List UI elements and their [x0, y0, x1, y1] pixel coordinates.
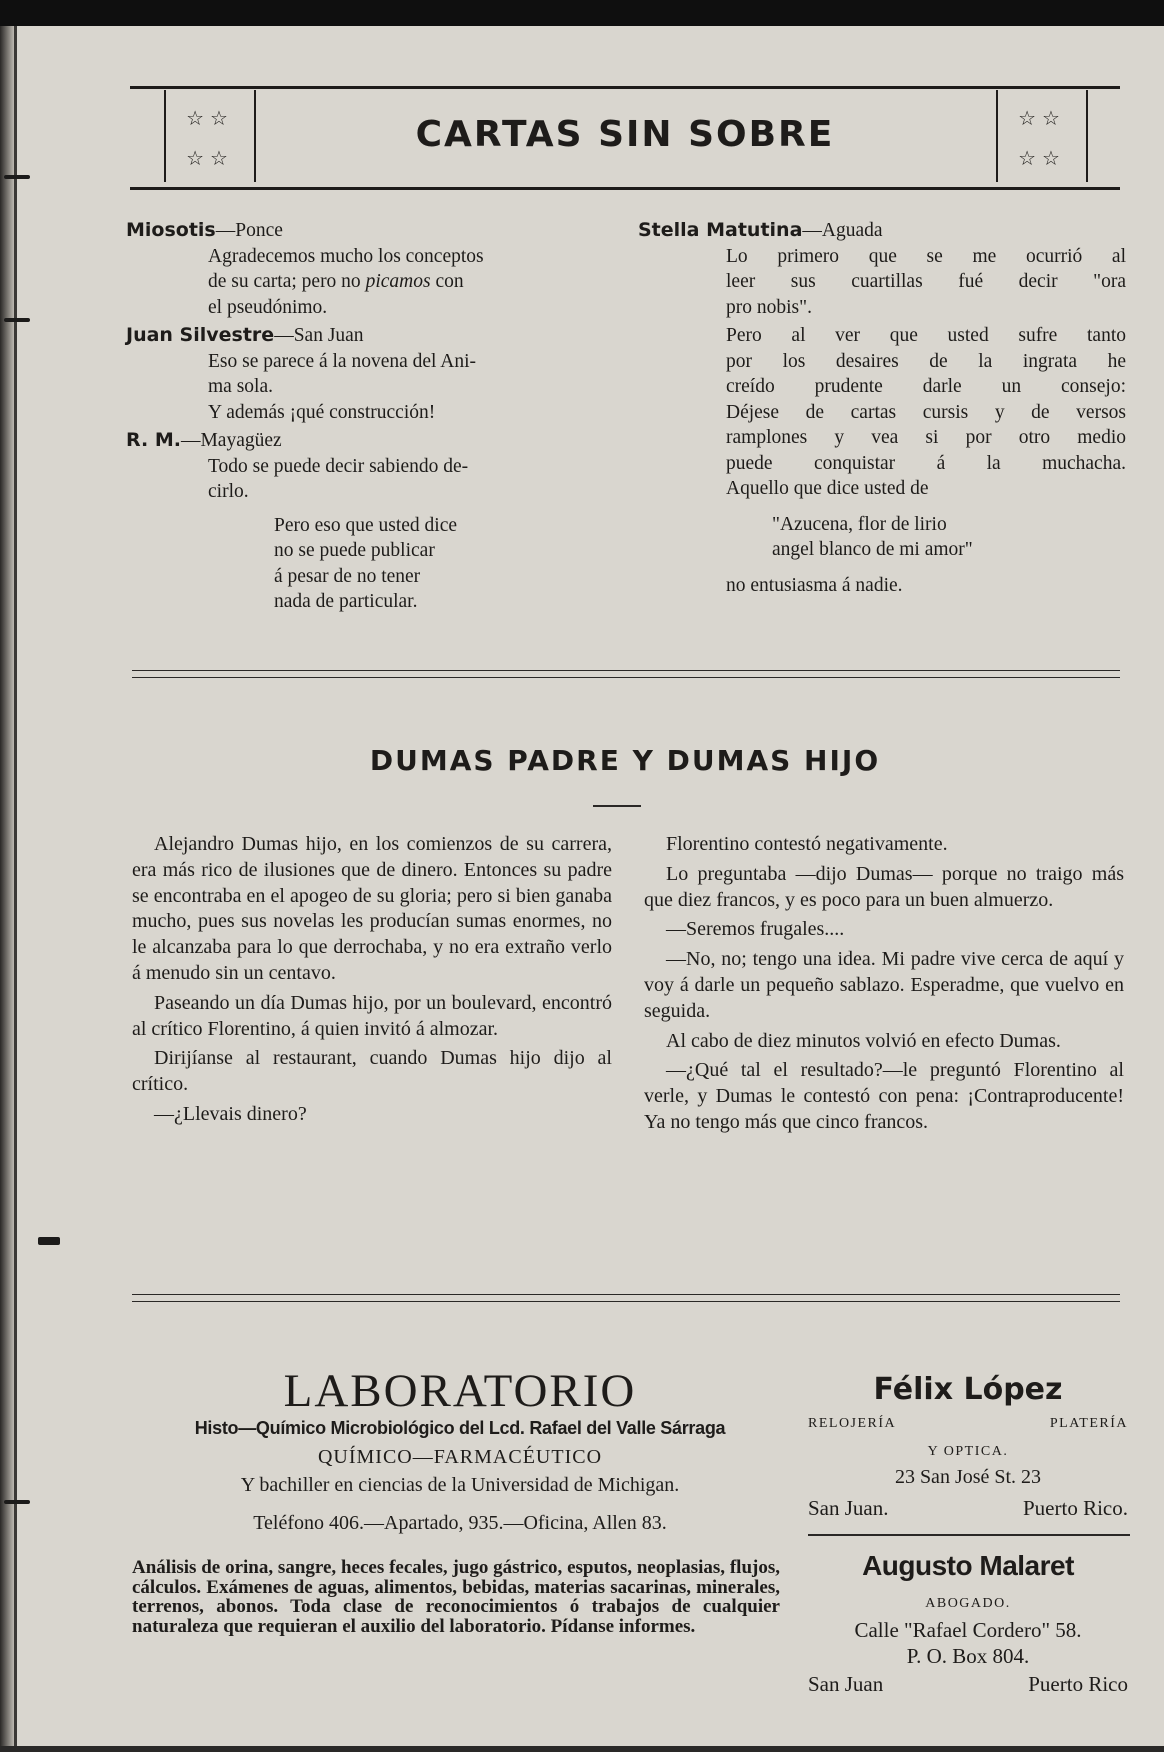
star-icon-row: ☆☆	[1018, 106, 1066, 130]
letter-text: Eso se parece á la novena del Ani-	[208, 350, 477, 372]
felix-ad-country: Puerto Rico.	[1023, 1496, 1128, 1520]
letter-name: R. M.	[126, 429, 181, 451]
header-bottom-rule	[130, 187, 1120, 190]
lab-ad-profession: QUÍMICO—FARMACÉUTICO	[317, 1446, 603, 1468]
letter-place: —Aguada	[802, 220, 883, 241]
scan-bottom-border	[0, 1746, 1164, 1752]
binding-mark	[4, 318, 30, 322]
section-header	[130, 86, 1120, 190]
letter-heading	[126, 428, 616, 454]
double-rule-divider	[132, 1294, 1120, 1302]
augusto-ad-city: San Juan	[808, 1672, 884, 1696]
felix-ad-optica: Y OPTICA.	[927, 1444, 1009, 1459]
letter-text: Pero al ver que usted sufre tanto	[726, 325, 1126, 346]
story-paragraph: Florentino contestó negativamente.	[666, 833, 948, 855]
page-spine-line	[14, 26, 17, 1752]
letter-text: Y además ¡qué construcción!	[208, 401, 436, 423]
felix-ad-name: Félix López	[873, 1372, 1063, 1407]
letter-name: Stella Matutina	[638, 219, 803, 241]
star-icon-row: ☆☆	[186, 146, 234, 170]
augusto-ad-title: ABOGADO.	[925, 1596, 1011, 1611]
story-paragraph: —¿Llevais dinero?	[154, 1102, 307, 1125]
letter-text: creído prudente darle un consejo:	[726, 376, 1126, 397]
letter-place: —San Juan	[274, 325, 364, 346]
letter-text-part: con	[430, 271, 464, 292]
section-title: CARTAS SIN SOBRE	[415, 114, 835, 155]
story-paragraph: —No, no; tengo una idea. Mi padre vive cerca de aquí y voy á darle un pequeño sablazo. Esperadme, que vuelvo en seguida.	[644, 948, 1124, 1022]
letter-text-part: de su carta; pero no	[208, 271, 366, 292]
letter-place: —Mayagüez	[180, 430, 282, 451]
letter-place: —Ponce	[215, 220, 283, 241]
letter-text: leer sus cuartillas fué decir "ora	[726, 271, 1126, 292]
binding-mark	[4, 1500, 30, 1504]
title-dash	[593, 805, 641, 807]
story-paragraph: Al cabo de diez minutos volvió en efecto Dumas.	[666, 1029, 1061, 1052]
story-paragraph: Dirijíanse al restaurant, cuando Dumas hijo dijo al crítico.	[132, 1047, 612, 1096]
right-star-box	[996, 90, 1088, 182]
letter-text-italic: picamos	[365, 271, 431, 292]
letter-heading	[638, 218, 1126, 244]
page-binding-edge	[0, 26, 14, 1752]
letter-text: Todo se puede decir sabiendo de-	[208, 455, 469, 477]
verse-line: nada de particular.	[274, 591, 418, 612]
lab-ad-services: Análisis de orina, sangre, heces fecales, jugo gástrico, esputos, neoplasias, flujos, cálculos. Exámenes de aguas, alimentos, bebidas, materias sacarinas, minerales, terrenos, abonos. Toda clase de reconocimientos ó trabajos de cualquier naturaleza que requieran el auxilio del laboratorio. Pídanse informes.	[132, 1557, 780, 1637]
letter-text: ma sola.	[208, 376, 273, 397]
felix-ad-city: San Juan.	[808, 1496, 889, 1520]
story-right-column	[644, 832, 1124, 1140]
letter-text: Lo primero que se me ocurrió al	[726, 245, 1126, 267]
ink-blot	[38, 1237, 60, 1245]
letter-text: pro nobis".	[726, 296, 812, 318]
letter-text: no entusiasma á nadie.	[726, 574, 903, 596]
letter-text: cirlo.	[208, 481, 249, 502]
story-paragraph: —Seremos frugales....	[666, 918, 845, 941]
story-paragraph: Alejandro Dumas hijo, en los comienzos de su carrera, era más rico de ilusiones que de dinero. Entonces su padre se encontraba en el apogeo de su gloria; pero si bien ganaba mucho, pues sus novelas les producían sumas enormes, no le alcanzaba para lo que derrochaba, y no era extraño verlo á menudo sin un centavo.	[132, 833, 612, 984]
lab-ad-subtitle: Histo—Químico Microbiológico del Lcd. Rafael del Valle Sárraga	[194, 1418, 726, 1438]
letter-text: puede conquistar á la muchacha.	[726, 452, 1126, 474]
letter-text: ramplones y vea si por otro medio	[726, 427, 1126, 448]
verse-line: Pero eso que usted dice	[274, 514, 458, 536]
augusto-ad-country: Puerto Rico	[1028, 1672, 1128, 1696]
star-icon-row: ☆☆	[186, 106, 234, 130]
story-paragraph: Lo preguntaba —dijo Dumas— porque no traigo más que diez francos, y es poco para un buen almuerzo.	[644, 862, 1124, 911]
verse-line: á pesar de no tener	[274, 565, 421, 587]
augusto-ad-box: P. O. Box 804.	[906, 1644, 1030, 1668]
augusto-ad-street: Calle "Rafael Cordero" 58.	[854, 1618, 1082, 1642]
augusto-ad-location	[808, 1672, 1128, 1697]
felix-ad-trade: RELOJERÍA	[808, 1416, 897, 1431]
letter-text: por los desaires de la ingrata he	[726, 350, 1126, 372]
binding-mark	[4, 175, 30, 179]
letter-name: Miosotis	[126, 219, 216, 241]
lab-ad-contact: Teléfono 406.—Apartado, 935.—Oficina, Allen 83.	[253, 1512, 667, 1534]
star-icon-row: ☆☆	[1018, 146, 1066, 170]
lab-ad-title: LABORATORIO	[283, 1365, 637, 1417]
left-star-box	[164, 90, 256, 182]
lab-ad-credentials: Y bachiller en ciencias de la Universidad de Michigan.	[240, 1474, 680, 1496]
letter-text: Agradecemos mucho los conceptos	[208, 245, 484, 267]
letters-right-column	[638, 218, 1126, 598]
story-title: DUMAS PADRE Y DUMAS HIJO	[369, 744, 881, 777]
double-rule-divider	[132, 670, 1120, 678]
augusto-ad-name: Augusto Malaret	[862, 1550, 1074, 1581]
letter-name: Juan Silvestre	[126, 324, 275, 346]
story-paragraph: Paseando un día Dumas hijo, por un boulevard, encontró al crítico Florentino, á quien invitó á almozar.	[132, 991, 612, 1040]
story-left-column	[132, 832, 612, 1132]
felix-ad-trade: PLATERÍA	[1049, 1416, 1128, 1431]
story-paragraph: —¿Qué tal el resultado?—le preguntó Florentino al verle, y Dumas le contestó con pena: ¡Contraproducente! Ya no tengo más que cinco francos.	[644, 1059, 1124, 1133]
felix-ad-location	[808, 1496, 1128, 1521]
felix-ad-address: 23 San José St. 23	[894, 1466, 1042, 1488]
verse-line: no se puede publicar	[274, 540, 435, 561]
letter-text: Déjese de cartas cursis y de versos	[726, 401, 1126, 423]
letter-text: el pseudónimo.	[208, 296, 328, 318]
letter-heading	[126, 218, 616, 244]
header-top-rule	[130, 86, 1120, 89]
letter-heading	[126, 323, 616, 349]
verse-line: angel blanco de mi amor"	[772, 539, 973, 560]
letter-text	[126, 269, 616, 295]
letters-left-column	[126, 218, 616, 615]
letter-text: Aquello que dice usted de	[726, 478, 929, 499]
scan-top-border	[0, 0, 1164, 26]
verse-line: "Azucena, flor de lirio	[772, 513, 947, 535]
ad-divider	[808, 1534, 1130, 1536]
felix-ad-trades	[808, 1416, 1128, 1432]
